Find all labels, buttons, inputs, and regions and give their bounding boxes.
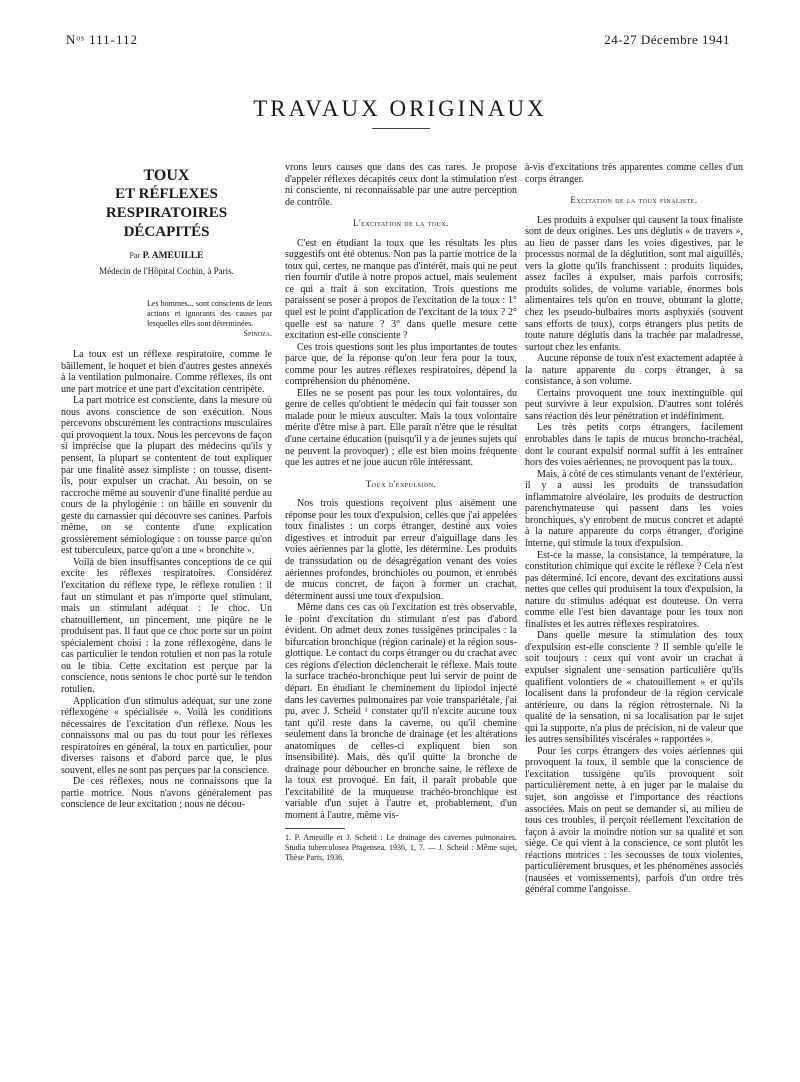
article-title-line-3: DÉCAPITÉS [123, 224, 210, 240]
paragraph: Est-ce la masse, la consistance, la température, la constitution chimique qui excite le réflexe ? Cela n'est pas déterminé. Ici encore, devant des excitations aussi nettes que celles qui produisent la toux d'expulsion, la nature du stimulus adéquat est douteuse. On verra comme elle l'est bien davantage pour les toux non finalistes et les autres réflexes respiratoires. [525, 549, 743, 630]
section-heading: Toux d'expulsion. [365, 478, 437, 489]
footnote-rule [285, 828, 345, 829]
paragraph: Aucune réponse de toux n'est exactement adaptée à la nature apparente du corps étranger, à sa consistance, à son volume. [525, 353, 743, 388]
paragraph: La toux est un réflexe respiratoire, comme le bâillement, le hoquet et bien d'autres gestes annexés à la ventilation pulmonaire. Comme réflexes, ils ont une part motrice et une part d'excitation centripète. [61, 349, 272, 395]
section-title: TRAVAUX ORIGINAUX [253, 96, 547, 121]
byline-prefix: Par [129, 251, 141, 260]
paragraph: La part motrice est consciente, dans la mesure où nous avons conscience de son exécution. Nous percevons obscurément les contractions musculaires qui provoquent la toux. Nous les percevons de façon si imprécise que la plupart des médecins qu'ils y pensent, la plupart se contentent de tout expliquer par une finalité assez simpliste : on tousse, disent-ils, pour expulser un crachat. Au besoin, on se raccroche même au souvenir d'une finalité perdue au cours de la phylogénie : on bâille en souvenir du geste du carnassier qui découvre ses canines. Parfois même, on se contente d'une explication grossièrement sémiologique : on tousse parce qu'on est tuberculeux, parce qu'on a une « bronchite ». [61, 395, 272, 557]
paragraph: Dans quelle mesure la stimulation des toux d'expulsion est-elle consciente ? Il semble qu'elle le soit toujours : ceux qui vont avoir un crachat à expulser signalent une sensation particulière qu'ils qualifient volontiers de « chatouillement » et qu'ils localisent dans la profondeur de la région cervicale antérieure, ou dans la région rétrosternale. Ni la qualité de la sensation, ni sa localisation par le sujet qui la supporte, n'a plus de précision, ni de valeur que les autres sensibilités viscérales « rapportées ». [525, 630, 743, 746]
column-1 [61, 166, 272, 811]
paragraph: De ces réflexes, nous ne connaissons que la partie motrice. Nous n'avons généralement pas conscience de leur excitation ; nous ne décou- [61, 776, 272, 811]
epigraph-text: Les hommes... sont conscients de leurs actions et ignorants des causes par lesquelles elles sont déterminées. [147, 299, 272, 329]
title-rule [372, 128, 430, 129]
author-name: P. AMEUILLE [142, 251, 204, 261]
paragraph: Pour les corps étrangers des voies aériennes qui provoquent la toux, il semble que la conscience de l'excitation tussigène qu'ils provoquent soit particulièrement nette, à en juger par le malaise du sujet, son angoisse et l'importance des réactions associées. Mais on peut se demander si, au milieu de tous ces troubles, il perçoit réellement l'excitation de façon à avoir la moindre notion sur sa qualité et son siège. Ce qui vient à la conscience, ce sont plutôt les réactions motrices : les secousses de toux violentes, particulièrement brusques, et les phénomènes associés (nausées et vomissements), parfois d'un ordre très général comme l'angoisse. [525, 745, 743, 896]
byline [61, 250, 272, 263]
issue-number: Nᵒˢ 111-112 [66, 32, 139, 47]
paragraph: Elles ne se posent pas pour les toux volontaires, du genre de celles qu'obtient le médecin qui fait tousser son malade pour le mieux ausculter. Mais la toux volontaire mérite d'être mise à part. Elle paraît n'être que le résultat d'une certaine éducation (puisqu'il y a de jeunes sujets qui ne peuvent la provoquer) ; elle est bien moins fréquente que les autres et ne joue aucun rôle intéressant. [285, 387, 517, 469]
paragraph: Application d'un stimulus adéquat, sur une zone réflexogène « spécialisée ». Voilà les conditions nécessaires de l'excitation d'un réflexe. Nous les connaissons mal ou pas du tout pour les réflexes respiratoires en général, la toux en particulier, pour diverses raisons et d'abord parce que, le plus souvent, elles ne sont pas perçues par la conscience. [61, 695, 272, 776]
paragraph: Voilà de bien insuffisantes conceptions de ce qui excite les réflexes respiratoires. Considérez l'excitation du réflexe type, le réflexe rotulien : il faut un stimulant et pas n'importe quel stimulant, mais un stimulant adéquat : le choc. Un chatouillement, un pincement, une piqûre ne le produisent pas. Il faut que ce choc porte sur un point spécialement choisi : la zone réflexogène, dans le cas particulier le tendon rotulien et non pas la rotule ou le tibia. Cette excitation est perçue par la conscience, nous sentons le choc porté sur le tendon rotulien. [61, 556, 272, 695]
issue-date: 24-27 Décembre 1941 [604, 32, 730, 47]
author-affiliation: Médecin de l'Hôpital Cochin, à Paris. [99, 265, 234, 276]
paragraph: Les produits à expulser qui causent la toux finaliste sont de deux origines. Les uns déglutis « de travers », au lieu de passer dans les voies digestives, par le processus normal de la déglutition, sont mal aiguillés, vers la glotte qu'ils franchissent : produits liquides, assez faciles à expulser, mais parfois corrosifs; produits solides, de volume variable, énormes bols alimentaires tels qu'on en trouve, obturant la glotte, chez les pseudo-bulbaires morts asphyxiés (souvent sans efforts de toux), corps étrangers plus petits de toute nature déglutis dans la trachée par maladresse, surtout chez les enfants. [525, 214, 743, 353]
column-3 [525, 162, 743, 896]
footnote: 1. P. Ameuille et J. Scheid : Le drainage des cavernes pulmonaires. Studia tuberculosea Pragensea, 1936, 1, 7. — J. Scheid : Même sujet, Thèse Paris, 1936. [285, 832, 517, 862]
column-2 [285, 162, 517, 863]
epigraph-source: Spinoza. [243, 329, 272, 339]
paragraph: vrons leurs causes que dans des cas rares. Je propose d'appeler réflexes décapités ceux dont la stimulation n'est ni consciente, ni reconnaissable par une autre perception de contrôle. [285, 162, 517, 208]
paragraph: Mais, à côté de ces stimulants venant de l'extérieur, il y a aussi les produits de transsudation inflammatoire alvéolaire, les produits de destruction parenchymateuse qui passent dans les voies bronchiques, s'y enrobent de mucus concret et adapté à la nature apparente du corps étranger, d'origine interne, qui stimule la toux d'expulsion. [525, 468, 743, 549]
article-title-line-2: ET RÉFLEXES RESPIRATOIRES [105, 186, 228, 221]
paragraph: Même dans ces cas où l'excitation est très observable, le point d'excitation du stimulant n'est pas d'abord évident. On admet deux zones tussigènes principales : la bifurcation bronchique (région carinale) et la région sous-glottique. Le contact du corps étranger ou du crachat avec ces régions d'élection déclencherait le réflexe. Mais toute la surface trachéo-bronchique peut lui servir de point de départ. En étudiant le cheminement du lipiodol injecté dans les cavernes pulmonaires par voie transpariétale, j'ai pu, avec J. Scheid ¹ constater qu'il n'excite aucune toux tant qu'il reste dans la caverne, ou qu'il chemine seulement dans la bronche de drainage (et les altérations anatomiques de celles-ci expliquent bien son insensibilité). Mais, dès qu'il quitte la bronche de drainage pour déboucher en bronche saine, le réflexe de la toux est provoqué. En fait, il paraît probable que l'excitabilité de la muqueuse trachéo-bronchique est variable d'un sujet à l'autre et, probablement, d'un moment à l'autre, même vis- [285, 602, 517, 821]
paragraph: Certains provoquent une toux inextinguible qui peut survivre à leur expulsion. D'autres sont tolérés sans réaction dès leur pénétration et indéfiniment. [525, 387, 743, 422]
paragraph: à-vis d'excitations très apparentes comme celles d'un corps étranger. [525, 162, 743, 185]
section-heading: L'excitation de la toux. [353, 218, 449, 229]
paragraph: C'est en étudiant la toux que les résultats les plus suggestifs ont été obtenus. Non pas la partie motrice de la toux qui, certes, ne manque pas d'intérêt, mais qui ne peut rien fournir d'utile à notre propos actuel, mais seulement ce qui a trait à son excitation. Trois questions me paraissent se poser à propos de l'excitation de la toux : 1° quel est le point d'application de l'excitant de la toux ? 2° quelle est sa nature ? 3° dans quelle mesure cette excitation est-elle consciente ? [285, 237, 517, 342]
paragraph: Nos trois questions reçoivent plus aisément une réponse pour les toux d'expulsion, celles que j'ai appelées toux finalistes : un corps étranger, destiné aux voies digestives et introduit par erreur d'aiguillage dans les voies aériennes par la glotte, les détermine. Les produits de transsudation ou de désagrégation venant des voies aériennes profondes, bronchioles ou poumon, et enrobés de mucus concret, de façon à former un crachat, déterminent aussi une toux d'expulsion. [285, 498, 517, 602]
epigraph [147, 299, 272, 339]
paragraph: Ces trois questions sont les plus importantes de toutes parce que, de la réponse qu'on leur fera pour la toux, comme pour les autres réflexes respiratoires, dépend la compréhension du phénomène. [285, 341, 517, 388]
article-title-line-1: TOUX [143, 167, 190, 184]
section-heading: Excitation de la toux finaliste. [570, 195, 698, 206]
paragraph: Les très petits corps étrangers, facilement enrobables dans le tapis de mucus broncho-trachéal, dont le courant expulsif normal suffit à les entraîner hors des voies aériennes, ne provoquent pas la toux. [525, 422, 743, 469]
article-title [61, 166, 272, 242]
